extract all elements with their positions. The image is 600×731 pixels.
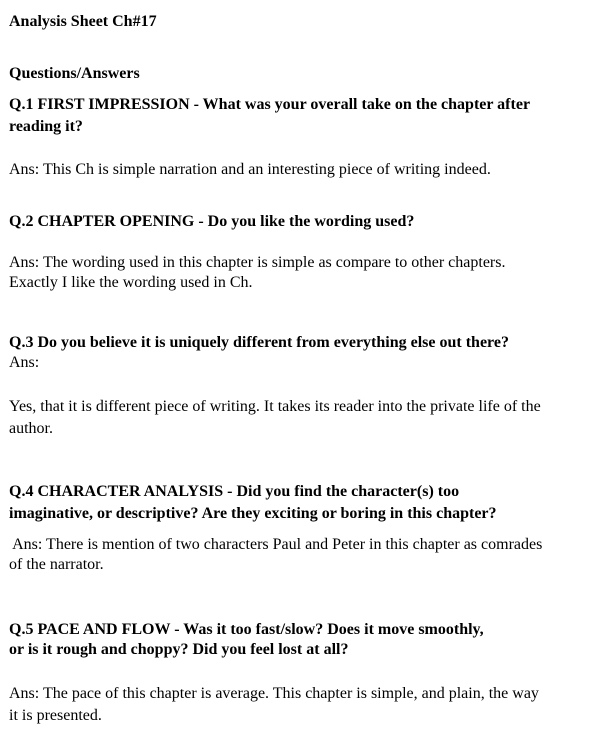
q5-question-line-1: Q.5 PACE AND FLOW - Was it too fast/slow? Does it move smoothly,: [9, 621, 484, 638]
document-title: Analysis Sheet Ch#17: [9, 13, 157, 30]
q4-question-line-1: Q.4 CHARACTER ANALYSIS - Did you find the character(s) too: [9, 483, 460, 500]
q2-question: Q.2 CHAPTER OPENING - Do you like the wording used?: [9, 213, 415, 230]
q5-answer-line-1: Ans: The pace of this chapter is average. This chapter is simple, and plain, the way: [9, 685, 539, 702]
q4-question-line-2: imaginative, or descriptive? Are they exciting or boring in this chapter?: [9, 505, 497, 522]
q3-answer-line-2: author.: [9, 420, 53, 437]
q3-question: Q.3 Do you believe it is uniquely different from everything else out there?: [9, 334, 509, 351]
q2-answer-line-1: Ans: The wording used in this chapter is simple as compare to other chapters.: [9, 254, 506, 271]
q3-answer-label: Ans:: [9, 354, 40, 371]
q5-answer-line-2: it is presented.: [9, 707, 102, 724]
section-heading: Questions/Answers: [9, 65, 140, 82]
q5-question-line-2: or is it rough and choppy? Did you feel lost at all?: [9, 641, 349, 658]
q1-question-line-1: Q.1 FIRST IMPRESSION - What was your overall take on the chapter after: [9, 96, 531, 113]
q1-answer: Ans: This Ch is simple narration and an interesting piece of writing indeed.: [9, 161, 491, 178]
q2-answer-line-2: Exactly I like the wording used in Ch.: [9, 274, 253, 291]
q1-question-line-2: reading it?: [9, 118, 83, 135]
q3-answer-line-1: Yes, that it is different piece of writing. It takes its reader into the private life of the: [9, 398, 541, 415]
q4-answer-line-1: Ans: There is mention of two characters Paul and Peter in this chapter as comrades: [9, 536, 543, 553]
q4-answer-line-2: of the narrator.: [9, 556, 104, 573]
